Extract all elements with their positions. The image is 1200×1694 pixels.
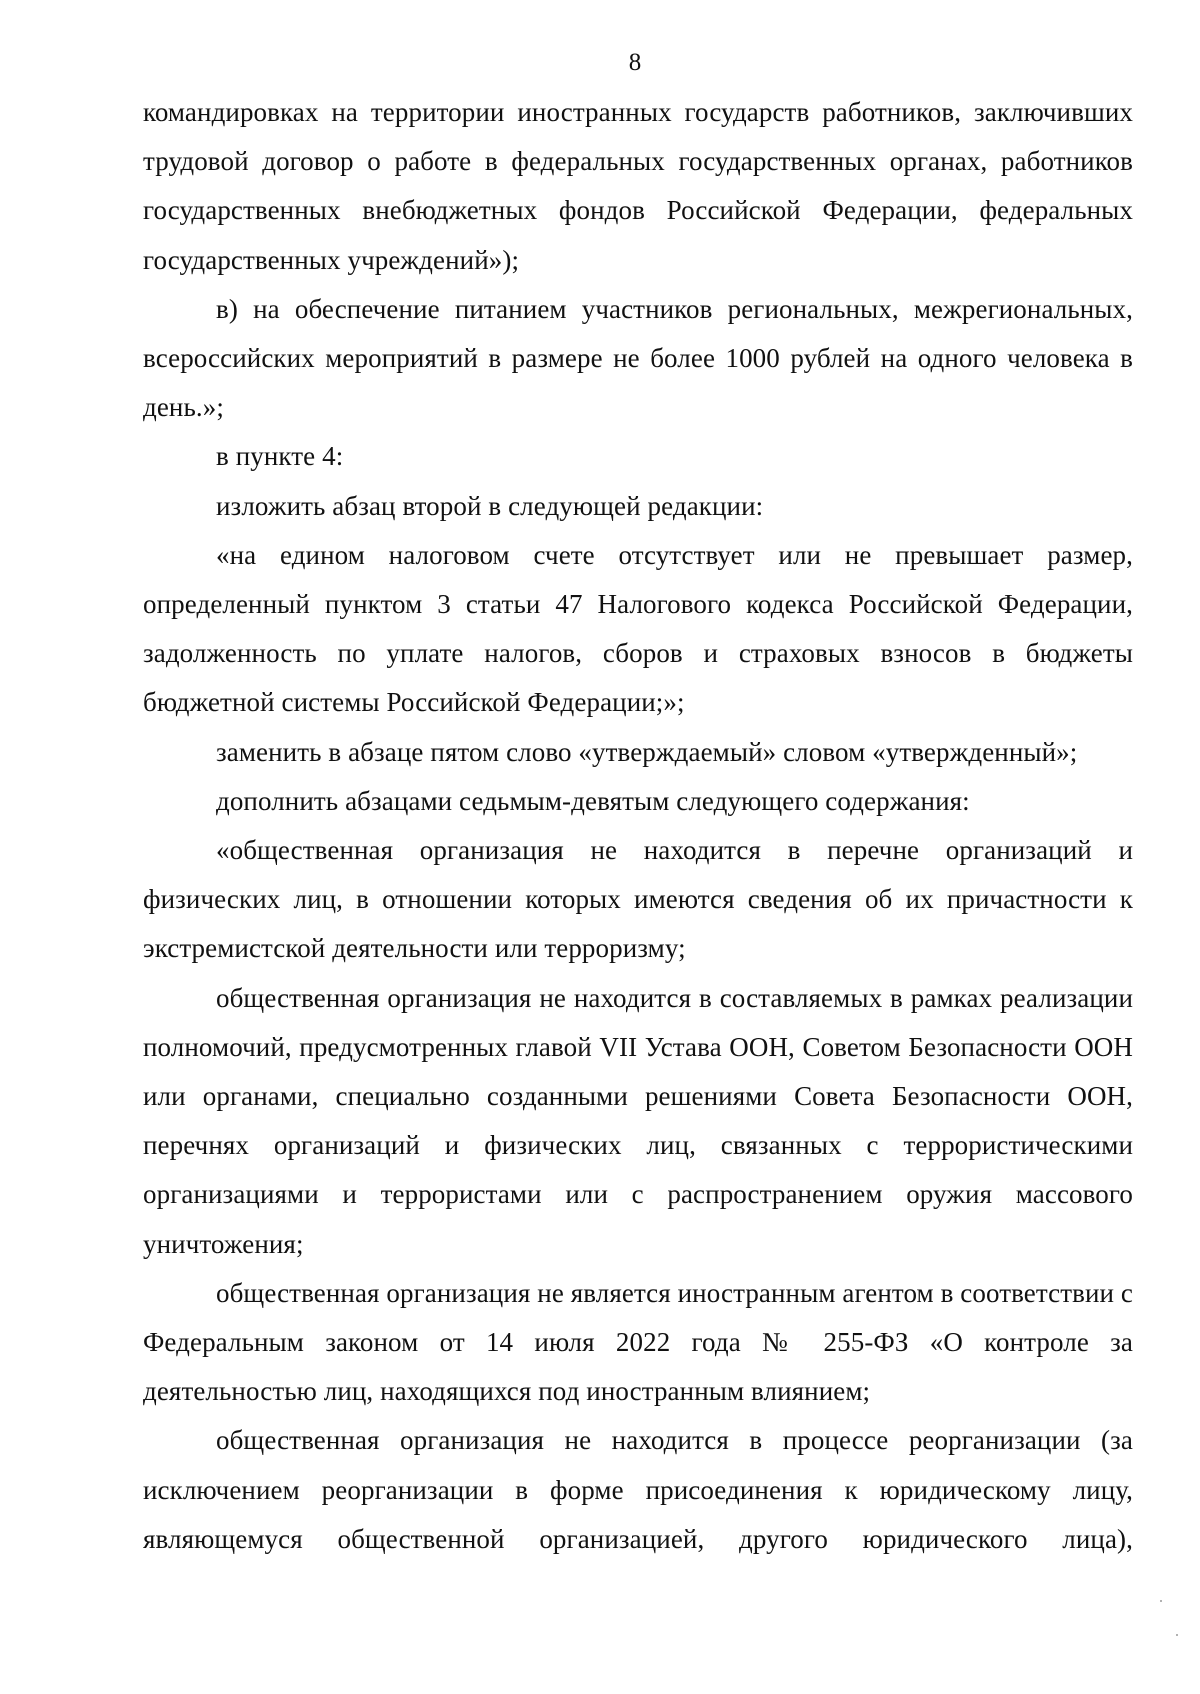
paragraph-point-4: в пункте 4: bbox=[216, 441, 344, 472]
paragraph-item-v: в) на обеспечение питанием участников региональных, межрегиональных, всероссийских мероприятий в размере не более 1000 рублей на одного человека в день.»; bbox=[143, 293, 1133, 423]
page-number: 8 bbox=[628, 49, 642, 76]
document-body bbox=[143, 88, 1133, 1564]
scan-speck-mark bbox=[1176, 1634, 1178, 1636]
paragraph-reorganization: общественная организация не находится в процессе реорганизации (за исключением реорганизации в форме присоединения к юридическому лицу, являющемуся общественной организацией, другого юридического лица), bbox=[143, 1425, 1133, 1554]
paragraph-replace-word: заменить в абзаце пятом слово «утверждаемый» словом «утвержденный»; bbox=[216, 736, 1078, 767]
scan-speck-mark bbox=[1160, 1600, 1162, 1602]
paragraph-second-abzac-instruction: изложить абзац второй в следующей редакции: bbox=[216, 490, 764, 521]
paragraph-supplement-instruction: дополнить абзацами седьмым-девятым следующего содержания: bbox=[216, 785, 970, 816]
paragraph-un-lists: общественная организация не находится в составляемых в рамках реализации полномочий, предусмотренных главой VII Устава ООН, Советом Безопасности ООН или органами, специально созданными решениями Совета Безопасности ООН, перечнях организаций и физических лиц, связанных с террористическими организациями и террористами или с распространением оружия массового уничтожения; bbox=[143, 982, 1133, 1259]
paragraph-tax-debt: «на едином налоговом счете отсутствует или не превышает размер, определенный пунктом 3 статьи 47 Налогового кодекса Российской Федерации, задолженность по уплате налогов, сборов и страховых взносов в бюджеты бюджетной системы Российской Федерации;»; bbox=[143, 539, 1133, 718]
paragraph-extremism-list: «общественная организация не находится в перечне организаций и физических лиц, в отношении которых имеются сведения об их причастности к экстремистской деятельности или терроризму; bbox=[143, 835, 1133, 964]
paragraph-continuation: командировках на территории иностранных государств работников, заключивших трудовой договор о работе в федеральных государственных органах, работников государственных внебюджетных фондов Российской Федерации, федеральных государственных учреждений»); bbox=[143, 97, 1133, 275]
paragraph-foreign-agent: общественная организация не является иностранным агентом в соответствии с Федеральным законом от 14 июля 2022 года № 255-ФЗ «О контроле за деятельностью лиц, находящихся под иностранным влиянием; bbox=[143, 1277, 1133, 1407]
